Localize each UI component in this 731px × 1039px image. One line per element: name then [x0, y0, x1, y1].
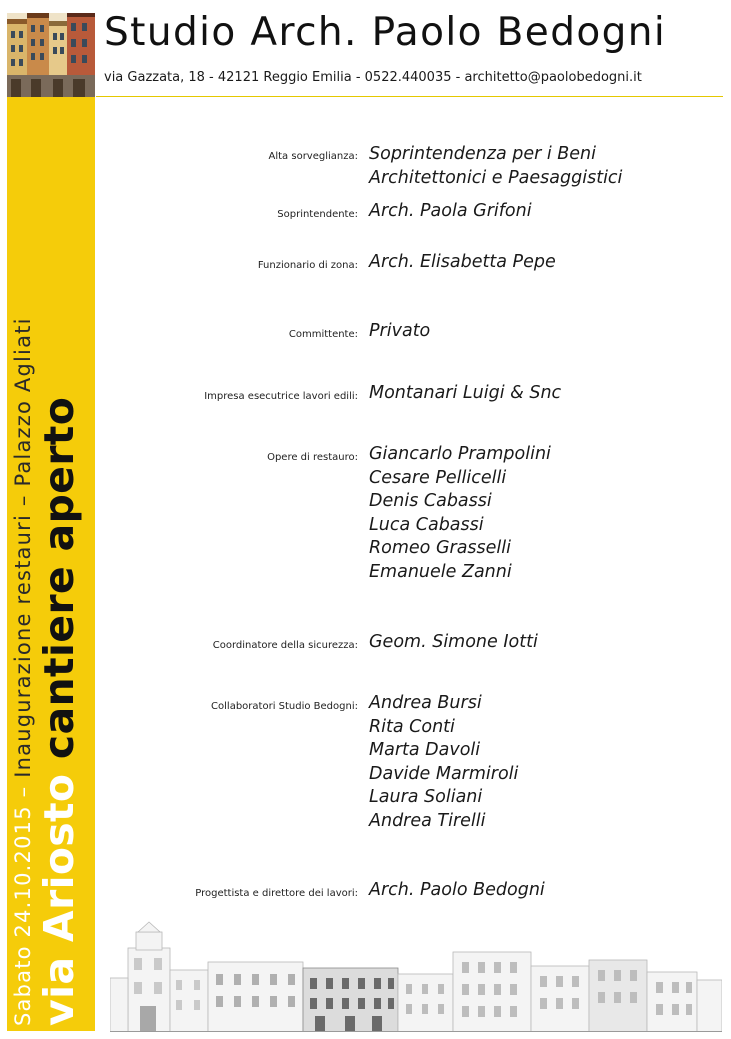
credit-names: [369, 251, 729, 275]
credit-names: [369, 320, 729, 344]
event-date: Sabato 24.10.2015 –: [11, 777, 35, 1026]
credit-role: Impresa esecutrice lavori edili:: [204, 391, 358, 402]
event-subtitle: [10, 317, 36, 1026]
building-facades-logo-icon: [7, 13, 95, 97]
credit-name: Arch. Paolo Bedogni: [369, 880, 545, 900]
credit-name: Geom. Simone Iotti: [369, 632, 538, 652]
credit-names: [369, 382, 729, 406]
credit-name: Andrea Tirelli: [369, 810, 486, 831]
event-headline: [36, 317, 82, 1026]
credit-name: Cesare Pellicelli: [369, 467, 507, 488]
credit-role: Committente:: [288, 329, 358, 340]
credit-names: [369, 692, 729, 833]
header-divider: [96, 96, 723, 97]
event-band-text: [11, 317, 83, 1026]
credit-names: [369, 443, 729, 584]
credit-name: Laura Soliani: [369, 787, 483, 807]
credit-name: Arch. Elisabetta Pepe: [369, 252, 556, 272]
credit-name: Emanuele Zanni: [369, 561, 512, 582]
credit-name: Andrea Bursi: [369, 693, 482, 713]
credit-role: Alta sorveglianza:: [268, 151, 358, 162]
credit-name: Marta Davoli: [369, 740, 481, 760]
credit-name: Luca Cabassi: [369, 514, 484, 535]
credit-role: Funzionario di zona:: [257, 260, 358, 271]
credit-names: [369, 143, 729, 190]
credit-role: Opere di restauro:: [267, 452, 358, 463]
credit-name: Davide Marmiroli: [369, 763, 519, 784]
event-name: Inaugurazione restauri – Palazzo Agliati: [11, 317, 35, 778]
credit-names: [369, 879, 729, 903]
credit-name: Privato: [369, 321, 431, 341]
credit-name: Denis Cabassi: [369, 491, 492, 511]
credit-name: Architettonici e Paesaggistici: [369, 167, 623, 188]
credit-name: Arch. Paola Grifoni: [369, 201, 532, 221]
credit-names: [369, 200, 729, 224]
credit-role: Soprintendente:: [277, 209, 358, 220]
credit-name: Giancarlo Prampolini: [369, 444, 551, 464]
credit-name: Soprintendenza per i Beni: [369, 144, 597, 164]
credit-role: Collaboratori Studio Bedogni:: [211, 701, 358, 712]
credit-name: Montanari Luigi & Snc: [369, 383, 562, 403]
event-headline-text: cantiere aperto: [35, 396, 83, 760]
studio-name: Studio Arch. Paolo Bedogni: [104, 10, 667, 55]
studio-address: via Gazzata, 18 - 42121 Reggio Emilia - 0522.440035 - architetto@paolobedogni.it: [104, 70, 642, 85]
credit-names: [369, 631, 729, 655]
studio-logo: [7, 13, 95, 97]
credit-name: Romeo Grasselli: [369, 538, 512, 558]
credit-role: Coordinatore della sicurezza:: [212, 640, 358, 651]
credit-role: Progettista e direttore dei lavori:: [195, 888, 358, 899]
street-facades-sketch: [110, 918, 722, 1032]
credit-name: Rita Conti: [369, 716, 455, 737]
event-street: via Ariosto: [35, 759, 83, 1026]
